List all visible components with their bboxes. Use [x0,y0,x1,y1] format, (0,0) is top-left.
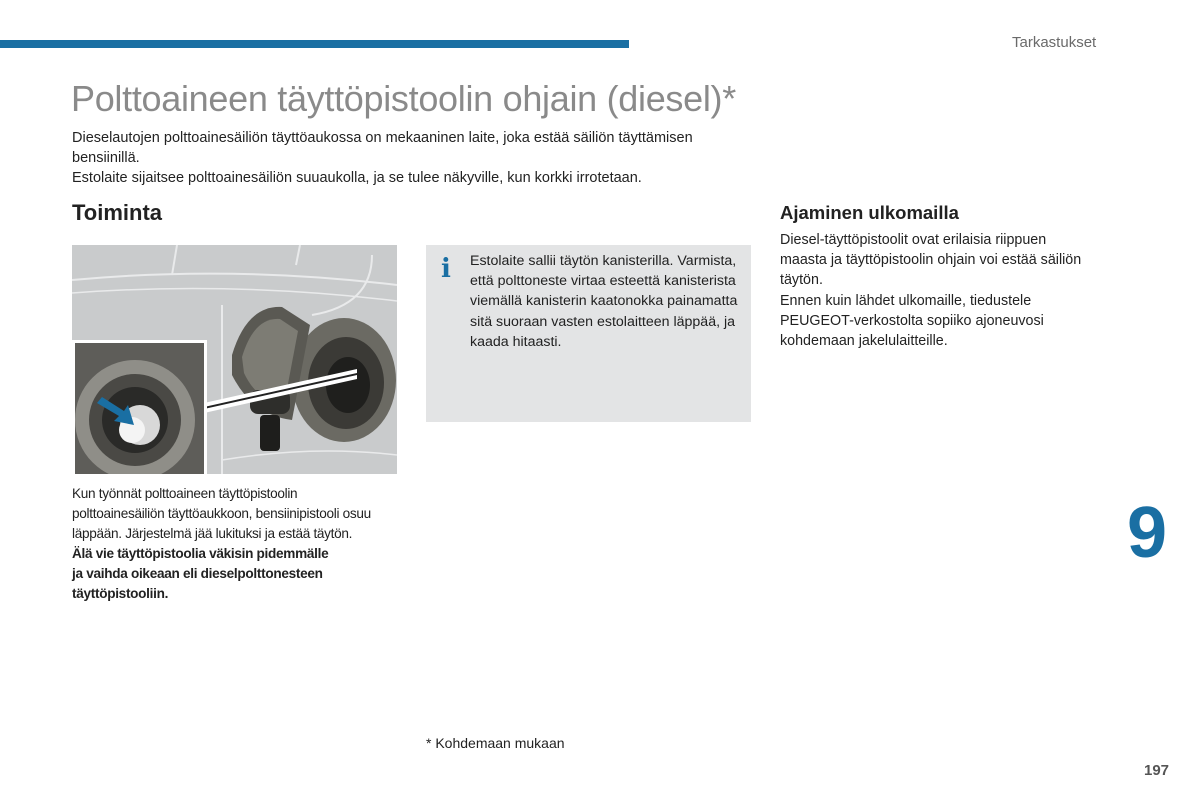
caption-line: polttoainesäiliön täyttöaukkoon, bensiinipistooli osuu [72,506,371,521]
caption-warning-line: ja vaihda oikeaan eli dieselpolttonesteen [72,566,323,581]
footnote: * Kohdemaan mukaan [426,735,565,751]
figure-caption [72,484,402,604]
caption-warning-line: Älä vie täyttöpistoolia väkisin pidemmälle [72,546,329,561]
intro-paragraph-1: Dieselautojen polttoainesäiliön täyttöaukossa on mekaaninen laite, joka estää säiliön täyttämisen bensiinillä. [72,130,693,166]
abroad-paragraph-2: Ennen kuin lähdet ulkomaille, tiedustele PEUGEOT-verkostolta sopiiko ajoneuvosi kohdemaan jakelulaitteille. [780,292,1044,350]
header-accent-bar [0,40,629,48]
page-number: 197 [1144,762,1170,779]
caption-line: läppään. Järjestelmä jää lukituksi ja estää täytön. [72,526,353,541]
info-icon: i [441,254,451,284]
intro-paragraph-2: Estolaite sijaitsee polttoainesäiliön suuaukolla, ja se tulee näkyville, kun korkki irrotetaan. [72,170,642,186]
abroad-text [780,230,1090,351]
caption-line: Kun työnnät polttoaineen täyttöpistoolin [72,486,298,501]
caption-warning-line: täyttöpistooliin. [72,586,169,601]
section-heading-ajaminen-ulkomailla: Ajaminen ulkomailla [780,202,959,223]
fuel-filler-drawing [72,245,397,474]
section-label: Tarkastukset [1012,34,1097,51]
info-box [426,245,751,422]
fuel-filler-illustration [72,245,397,474]
page-title: Polttoaineen täyttöpistoolin ohjain (diesel)* [71,78,736,119]
section-heading-toiminta: Toiminta [72,200,163,225]
chapter-number: 9 [1127,493,1168,573]
intro-text [72,128,762,188]
info-text: Estolaite sallii täytön kanisterilla. Varmista, että polttoneste virtaa esteettä kanisterista viemällä kanisterin kaatonokka painamatta sitä suoraan vasten estolaitteen läppää, ja kaada hitaasti. [470,253,738,350]
abroad-paragraph-1: Diesel-täyttöpistoolit ovat erilaisia riippuen maasta ja täyttöpistoolin ohjain voi estää säiliön täytön. [780,232,1082,289]
